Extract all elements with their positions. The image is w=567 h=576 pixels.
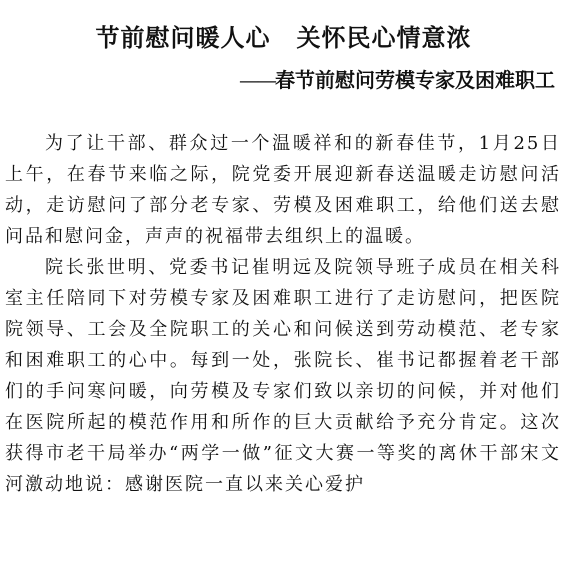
paragraph-2: 院长张世明、党委书记崔明远及院领导班子成员在相关科室主任陪同下对劳模专家及困难职工进行了走访慰问，把医院院领导、工会及全院职工的关心和问候送到劳动模范、老专家和困难职工的心中。每到一处，张院长、崔书记都握着老干部们的手问寒问暖，向劳模及专家们致以亲切的问候，并对他们在医院所起的模范作用和所作的巨大贡献给予充分肯定。这次获得市老干局举办“两学一做”征文大赛一等奖的离休干部宋文河激动地说：感谢医院一直以来关心爱护 — [5, 257, 561, 495]
title-part-1: 节前慰问暖人心 — [95, 23, 271, 52]
subtitle-text: 春节前慰问劳模专家及困难职工 — [275, 68, 555, 92]
document-subtitle — [239, 64, 555, 93]
document-title — [0, 18, 567, 53]
paragraph-1: 为了让干部、群众过一个温暖祥和的新春佳节，1月25日上午，在春节来临之际，院党委开展迎新春送温暖走访慰问活动，走访慰问了部分老专家、劳模及困难职工，给他们送去慰问品和慰问金，声声的祝福带去组织上的温暖。 — [5, 133, 561, 247]
subtitle-dash: —— — [239, 68, 275, 92]
title-part-2: 关怀民心情意浓 — [296, 23, 472, 52]
article-body — [5, 128, 561, 500]
